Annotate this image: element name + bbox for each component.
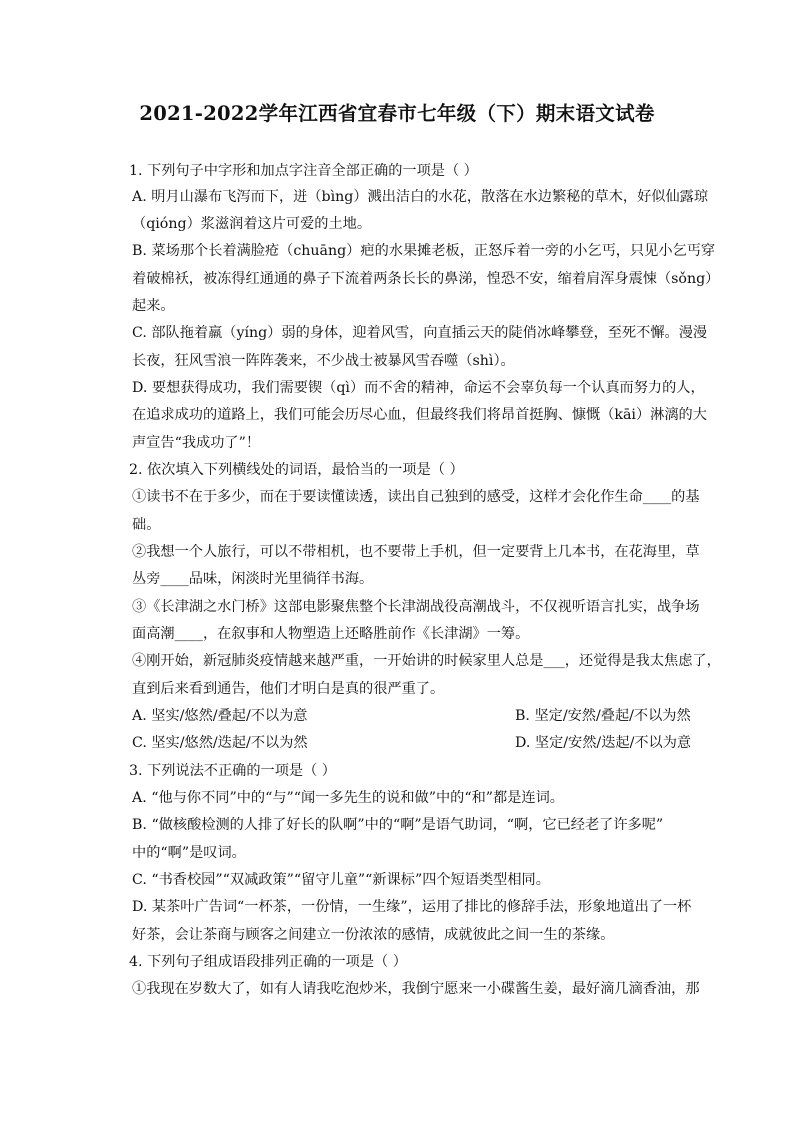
q2-options-row-2 bbox=[132, 733, 692, 753]
q3-option-c: C. “书香校园”“双减政策”“留守儿童”“新课标”四个短语类型相同。 bbox=[132, 872, 550, 888]
q2-options-row-1 bbox=[132, 706, 691, 726]
q3-option-d-line-2: 好茶，会让茶商与顾客之间建立一份浓浓的感情，成就彼此之间一生的茶缘。 bbox=[132, 927, 615, 943]
question-4-stem: 4. 下列句子组成语段排列正确的一项是（ ） bbox=[129, 954, 407, 970]
q2-sentence-4-line-1: ④刚开始，新冠肺炎疫情越来越严重，一开始讲的时候家里人总是___，还觉得是我太焦虑了， bbox=[132, 653, 721, 669]
q4-sentence-1-line-1: ①我现在岁数大了，如有人请我吃泡炒米，我倒宁愿来一小碟酱生姜，最好滴几滴香油，那 bbox=[132, 981, 700, 997]
q2-sentence-1-line-2: 础。 bbox=[132, 517, 161, 533]
q2-sentence-4-line-2: 直到后来看到通告，他们才明白是真的很严重了。 bbox=[132, 681, 445, 697]
q2-sentence-1-line-1: ①读书不在于多少，而在于要读懂读透，读出自己独到的感受，这样才会化作生命____的基 bbox=[132, 489, 700, 505]
q1-option-c-line-2: 长夜，狂风雪浪一阵阵袭来，不少战士被暴风雪吞噬（shì）。 bbox=[132, 353, 515, 369]
q2-option-c: C. 坚实/悠然/迭起/不以为然 bbox=[132, 735, 308, 751]
q2-sentence-2-line-1: ②我想一个人旅行，可以不带相机，也不要带上手机，但一定要背上几本书，在花海里，草 bbox=[132, 544, 700, 560]
q3-option-b-line-1: B. “做核酸检测的人排了好长的队啊”中的“啊”是语气助词，“啊，它已经老了许多呢” bbox=[132, 817, 664, 833]
q1-option-b-line-1: B. 菜场那个长着满脸疮（chuāng）疤的水果摊老板，正怒斥着一旁的小乞丐，只见小乞丐穿 bbox=[132, 243, 716, 259]
question-2-stem: 2. 依次填入下列横线处的词语，最恰当的一项是（ ） bbox=[129, 462, 464, 478]
q2-sentence-3-line-2: 面高潮____，在叙事和人物塑造上还略胜前作《长津湖》一筹。 bbox=[132, 626, 530, 642]
q1-option-b-line-2: 着破棉袄，被冻得红通通的鼻子下流着两条长长的鼻涕，惶恐不安，缩着肩浑身震悚（sǒng） bbox=[132, 271, 720, 287]
page-title: 2021-2022学年江西省宜春市七年级（下）期末语文试卷 bbox=[139, 102, 655, 125]
q1-option-d-line-2: 在追求成功的道路上，我们可能会历尽心血，但最终我们将昂首挺胸、慷慨（kāi）淋漓的大 bbox=[132, 407, 707, 423]
q1-option-a-line-2: （qióng）浆滋润着这片可爱的土地。 bbox=[132, 216, 372, 232]
q1-option-d-line-3: 声宣告“我成功了”！ bbox=[132, 435, 261, 451]
q2-sentence-3-line-1: ③《长津湖之水门桥》这部电影聚焦整个长津湖战役高潮战斗，不仅视听语言扎实，战争场 bbox=[132, 599, 700, 615]
q1-option-a-line-1: A. 明月山瀑布飞泻而下，迸（bìng）溅出洁白的水花，散落在水边繁秘的草木，好似仙露琼 bbox=[132, 189, 709, 205]
q3-option-d-line-1: D. 某茶叶广告词“一杯茶，一份情，一生缘”，运用了排比的修辞手法，形象地道出了一杯 bbox=[132, 899, 692, 915]
q2-option-d: D. 坚定/安然/迭起/不以为意 bbox=[515, 735, 692, 751]
question-1-stem: 1. 下列句子中字形和加点字注音全部正确的一项是（ ） bbox=[129, 163, 478, 179]
q3-option-b-line-2: 中的“啊”是叹词。 bbox=[132, 845, 246, 861]
q2-sentence-2-line-2: 丛旁____品味，闲淡时光里徜徉书海。 bbox=[132, 571, 374, 587]
question-3-stem: 3. 下列说法不正确的一项是（ ） bbox=[129, 763, 336, 779]
q1-option-c-line-1: C. 部队拖着羸（yíng）弱的身体，迎着风雪，向直插云天的陡俏冰峰攀登，至死不懈。漫漫 bbox=[132, 325, 708, 341]
q2-option-a: A. 坚实/悠然/叠起/不以为意 bbox=[132, 708, 308, 724]
q1-option-b-line-3: 起来。 bbox=[132, 298, 175, 314]
q2-option-b: B. 坚定/安然/叠起/不以为然 bbox=[515, 708, 691, 724]
q3-option-a: A. “他与你不同”中的“与”“闻一多先生的说和做”中的“和”都是连词。 bbox=[132, 790, 564, 806]
q1-option-d-line-1: D. 要想获得成功，我们需要锲（qì）而不舍的精神，命运不会辜负每一个认真而努力的人， bbox=[132, 380, 705, 396]
